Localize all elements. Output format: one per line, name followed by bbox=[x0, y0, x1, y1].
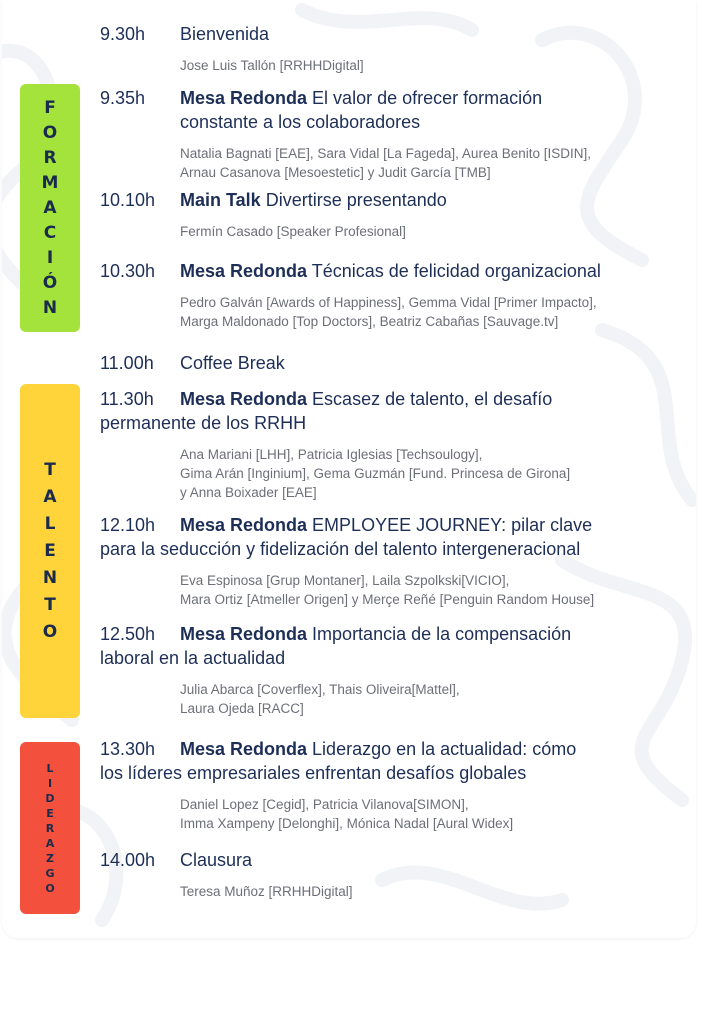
session-name: Bienvenida bbox=[180, 24, 270, 44]
session-name: Divertirse presentando bbox=[265, 190, 447, 210]
track-letter: Z bbox=[46, 851, 54, 865]
track-letter: N bbox=[42, 297, 58, 318]
session-title bbox=[100, 737, 690, 785]
track-liderazgo-label bbox=[20, 742, 80, 914]
session-speakers bbox=[180, 795, 690, 833]
track-letter: L bbox=[44, 513, 56, 534]
agenda-item bbox=[100, 737, 690, 833]
track-letter: O bbox=[42, 122, 58, 143]
speaker-line: Jose Luis Tallón [RRHHDigital] bbox=[180, 58, 364, 73]
track-letter: L bbox=[46, 761, 54, 775]
speaker-line: Arnau Casanova [Mesoestetic] y Judit García [TMB] bbox=[180, 165, 491, 180]
session-speakers bbox=[180, 571, 690, 609]
session-time: 9.30h bbox=[100, 24, 146, 44]
track-letter: N bbox=[42, 567, 58, 588]
session-name: Liderazgo en la actualidad: cómo bbox=[312, 739, 577, 759]
speaker-line: Marga Maldonado [Top Doctors], Beatriz Cabañas [Sauvage.tv] bbox=[180, 314, 559, 329]
session-title bbox=[100, 387, 690, 435]
session-speakers bbox=[180, 56, 690, 75]
session-title bbox=[100, 188, 690, 212]
session-time: 13.30h bbox=[100, 739, 156, 759]
session-speakers bbox=[180, 445, 690, 502]
track-letter: I bbox=[47, 776, 53, 790]
session-time: 12.50h bbox=[100, 624, 156, 644]
track-letter: T bbox=[44, 594, 56, 615]
agenda-item bbox=[100, 22, 690, 75]
speaker-line: Gima Arán [Inginium], Gema Guzmán [Fund. Princesa de Girona] bbox=[180, 466, 571, 481]
speaker-line: Imma Xampeny [Delonghi], Mónica Nadal [Aural Widex] bbox=[180, 816, 514, 831]
speaker-line: Ana Mariani [LHH], Patricia Iglesias [Techsoulogy], bbox=[180, 447, 483, 462]
session-name: Técnicas de felicidad organizacional bbox=[311, 261, 601, 281]
track-letter: M bbox=[41, 172, 59, 193]
agenda-item bbox=[100, 351, 690, 375]
session-type: Mesa Redonda bbox=[180, 739, 308, 759]
session-name: Clausura bbox=[180, 850, 253, 870]
agenda-item bbox=[100, 86, 690, 182]
agenda-item bbox=[100, 513, 690, 609]
track-letter: A bbox=[43, 197, 57, 218]
session-type: Mesa Redonda bbox=[180, 261, 308, 281]
session-speakers bbox=[180, 222, 690, 241]
track-letter: T bbox=[44, 459, 56, 480]
session-time: 9.35h bbox=[100, 88, 146, 108]
track-letter: G bbox=[45, 866, 55, 880]
agenda-item bbox=[100, 622, 690, 718]
speaker-line: Mara Ortiz [Atmeller Origen] y Merçe Reñé [Penguin Random House] bbox=[180, 592, 595, 607]
track-letter: R bbox=[43, 147, 57, 168]
session-name: Escasez de talento, el desafío bbox=[312, 389, 553, 409]
session-name-line2: constante a los colaboradores bbox=[180, 112, 421, 132]
speaker-line: y Anna Boixader [EAE] bbox=[180, 485, 317, 500]
session-type: Main Talk bbox=[180, 190, 261, 210]
speaker-line: Eva Espinosa [Grup Montaner], Laila Szpolkski[VICIO], bbox=[180, 573, 510, 588]
session-time: 11.00h bbox=[100, 353, 154, 373]
speaker-line: Fermín Casado [Speaker Profesional] bbox=[180, 224, 406, 239]
session-type: Mesa Redonda bbox=[180, 624, 308, 644]
session-title bbox=[100, 848, 690, 872]
track-letter: F bbox=[44, 97, 56, 118]
speaker-line: Teresa Muñoz [RRHHDigital] bbox=[180, 884, 353, 899]
track-letter: E bbox=[44, 540, 56, 561]
session-name-line2: para la seducción y fidelización del talento intergeneracional bbox=[100, 539, 581, 559]
track-letter: D bbox=[45, 791, 55, 805]
track-letter: R bbox=[45, 821, 55, 835]
agenda-card bbox=[2, 0, 696, 938]
session-title bbox=[100, 622, 690, 670]
speaker-line: Julia Abarca [Coverflex], Thais Oliveira[Mattel], bbox=[180, 682, 460, 697]
session-name: Coffee Break bbox=[180, 353, 285, 373]
session-time: 14.00h bbox=[100, 850, 156, 870]
session-time: 10.30h bbox=[100, 261, 156, 281]
session-time: 12.10h bbox=[100, 515, 156, 535]
agenda-item bbox=[100, 848, 690, 901]
session-speakers bbox=[180, 680, 690, 718]
session-type: Mesa Redonda bbox=[180, 88, 308, 108]
session-name: El valor de ofrecer formación bbox=[312, 88, 543, 108]
session-title bbox=[100, 351, 690, 375]
track-talento-label bbox=[20, 384, 80, 718]
speaker-line: Daniel Lopez [Cegid], Patricia Vilanova[SIMON], bbox=[180, 797, 469, 812]
track-letter: C bbox=[43, 222, 57, 243]
session-name: Importancia de la compensación bbox=[312, 624, 572, 644]
session-name-line2: permanente de los RRHH bbox=[100, 413, 307, 433]
session-type: Mesa Redonda bbox=[180, 515, 308, 535]
speaker-line: Natalia Bagnati [EAE], Sara Vidal [La Fageda], Aurea Benito [ISDIN], bbox=[180, 146, 591, 161]
session-time: 11.30h bbox=[100, 389, 154, 409]
speaker-line: Pedro Galván [Awards of Happiness], Gemma Vidal [Primer Impacto], bbox=[180, 295, 597, 310]
session-speakers bbox=[180, 293, 690, 331]
session-title bbox=[100, 22, 690, 46]
track-letter: I bbox=[46, 247, 54, 268]
agenda-item bbox=[100, 188, 690, 241]
agenda-item bbox=[100, 387, 690, 502]
track-formacion-label bbox=[20, 84, 80, 332]
session-title bbox=[100, 259, 690, 283]
session-speakers bbox=[180, 882, 690, 901]
agenda-item bbox=[100, 259, 690, 331]
speaker-line: Laura Ojeda [RACC] bbox=[180, 701, 304, 716]
track-letter: E bbox=[46, 806, 54, 820]
session-name: EMPLOYEE JOURNEY: pilar clave bbox=[312, 515, 593, 535]
session-name-line2: los líderes empresariales enfrentan desafíos globales bbox=[100, 763, 527, 783]
track-letter: O bbox=[42, 621, 58, 642]
track-letter: Ó bbox=[42, 272, 58, 293]
track-letter: A bbox=[43, 486, 57, 507]
session-name-line2: laboral en la actualidad bbox=[100, 648, 286, 668]
track-letter: O bbox=[45, 881, 55, 895]
session-title bbox=[100, 513, 690, 561]
session-type: Mesa Redonda bbox=[180, 389, 308, 409]
session-title bbox=[100, 86, 690, 134]
session-speakers bbox=[180, 144, 690, 182]
session-time: 10.10h bbox=[100, 190, 156, 210]
track-letter: A bbox=[45, 836, 55, 850]
